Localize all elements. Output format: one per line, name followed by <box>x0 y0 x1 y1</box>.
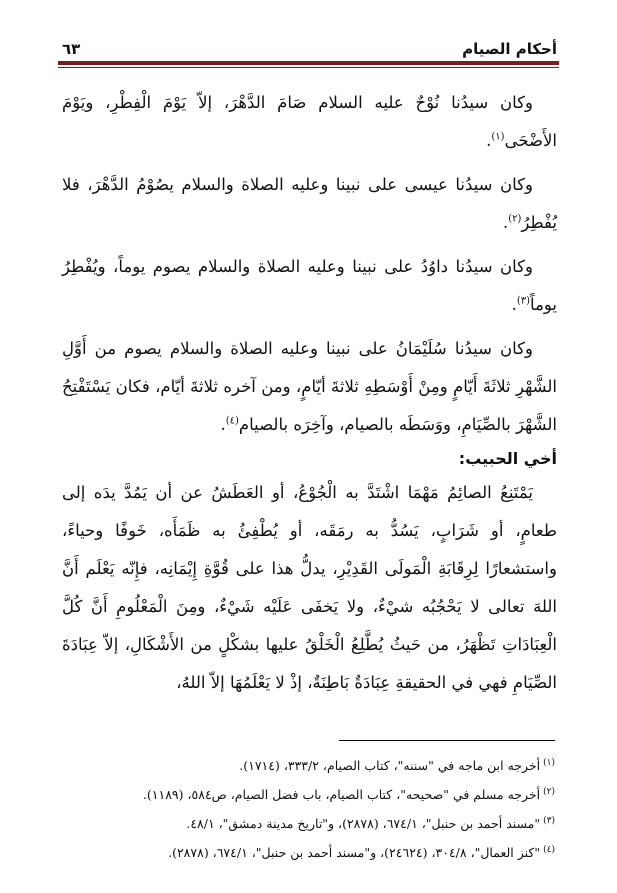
paragraph-text: وكان سيدُنا نُوْحٌ عليه السلام صَامَ الدَّهْرَ، إلاّ يَوْمَ الْفِطْرِ، ويَوْمَ الأَضْحَى <box>62 93 557 150</box>
footnote-item <box>62 837 555 866</box>
paragraph-text: وكان سيدُنا داوُدُ على نبينا وعليه الصلاة والسلام يصوم يوماً، ويُفْطِرُ يوماً <box>62 257 557 314</box>
body-text <box>62 84 557 702</box>
paragraph-nuh <box>62 84 557 160</box>
paragraph-sulayman <box>62 330 557 444</box>
footnote-text: "مسند أحمد بن حنبل"، ٦٧٤/١، (٢٨٧٨)، و"تاريخ مدينة دمشق"، ٤٨/١. <box>186 816 541 832</box>
paragraph-fasting-secret: يَمْتَنِعُ الصائِمُ مَهْمَا اشْتَدَّ به الْجُوْعُ، أو العَطَشُ عن أن يَمُدَّ يدَه إلى طعامٍ، أو شَرَابٍ، يَسُدُّ به رمَقَه، أو يُطْفِئُ به ظَمَأَه، خَوفًا وحياءً، واستشعارًا لِرِقَابَةِ الْمَولَى القَدِيْرِ، يدلُّ هذا على قُوَّةِ إِيْمَانِه، فإِنّه يَعْلَم أَنَّ اللهَ تعالى لا يَحْجُبُه شيْءٌ، ولا يَخفَى عَلَيْه شَيْءٌ، ومِنَ الْمَعْلُومِ أَنَّ كُلَّ الْعِبَادَاتِ تَظْهَرُ، من حَيثُ يُطَّلِعُ الْخَلْقُ عليها بشكْلٍ من الأَشْكَالِ، إلاّ عِبَادَةَ الصِّيَامِ فهي في الحقيقةِ عِبَادَةٌ بَاطِنَةٌ، إذْ لا يَعْلَمُهَا إلاّ اللهُ، <box>62 483 557 692</box>
paragraph-text: وكان سيدُنا سُلَيْمَانُ على نبينا وعليه الصلاة والسلام يصوم من أَوَّلِ الشَّهْرِ ثلاثَةَ أَيّامٍ ومِنْ أَوْسَطِهِ ثلاثةَ أيّامٍ، ومن آخره ثلاثةَ أيّام، فكان يَسْتَفْتِحُ الشَّهْرَ بالصِّيَامِ، ووَسَطَه بالصيام، وآخِرَه بالصيام <box>62 339 557 434</box>
footnote-item <box>62 779 555 808</box>
header-divider-thin <box>58 67 559 68</box>
footnote-number: (٢) <box>543 787 555 798</box>
footnote-item <box>62 808 555 837</box>
page-header <box>62 34 557 58</box>
section-heading: أخي الحبيب: <box>458 449 557 468</box>
page-number: ٦٣ <box>62 40 81 58</box>
footnote-reference[interactable]: (٢) <box>508 213 522 225</box>
footnote-number: (١) <box>543 758 555 768</box>
footnote-number: (٤) <box>543 845 555 856</box>
paragraph-isa <box>62 166 557 242</box>
footnote-text: "كنز العمال"، ٣٠٤/٨، (٢٤٦٢٤)، و"مسند أحمد بن حنبل"، ٦٧٤/١، (٢٨٧٨). <box>168 845 541 861</box>
footnote-number: (٣) <box>543 816 555 827</box>
footnote-text: أخرجه ابن ماجه في "سننه"، كتاب الصيام، ٣٣٣/٢، (١٧١٤). <box>239 758 541 774</box>
paragraph-end-mark: . <box>220 415 226 434</box>
paragraph-text: وكان سيدُنا عيسى على نبينا وعليه الصلاة والسلام يصُوْمُ الدَّهْرَ، فلا يُفْطِرُ <box>62 175 557 232</box>
footnote-reference[interactable]: (٣) <box>516 295 531 307</box>
paragraph-end-mark: . <box>511 295 517 314</box>
header-divider-thick <box>58 61 559 65</box>
paragraph-end-mark: . <box>486 131 492 150</box>
book-title: أحكام الصيام <box>462 40 557 58</box>
footnote-item <box>62 750 555 779</box>
footnote-divider <box>339 740 555 741</box>
footnotes <box>62 750 555 867</box>
paragraph-dawud <box>62 248 557 324</box>
footnote-reference[interactable]: (٤) <box>225 415 239 427</box>
paragraph-end-mark: . <box>502 213 509 232</box>
footnote-reference[interactable]: (١) <box>491 131 505 143</box>
footnote-text: أخرجه مسلم في "صحيحه"، كتاب الصيام، باب فضل الصيام، ص٥٨٤، (١١٨٩). <box>142 787 541 803</box>
